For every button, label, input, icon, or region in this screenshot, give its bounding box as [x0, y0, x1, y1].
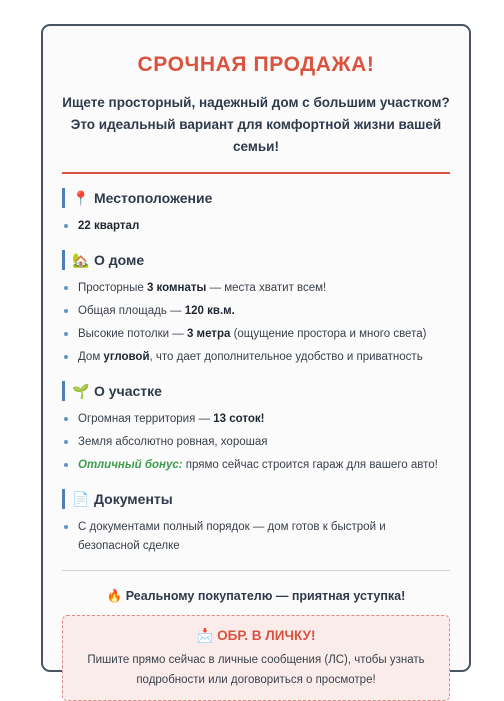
section-location — [62, 188, 450, 236]
seedling-icon: 🌱 — [72, 382, 90, 399]
discount-note — [62, 587, 450, 605]
section-title: Документы — [94, 491, 173, 507]
contact-title: 📩 ОБР. В ЛИЧКУ! — [196, 628, 316, 643]
section-title: Местоположение — [94, 190, 213, 206]
subtitle: Ищете просторный, надежный дом с большим участком? Это идеальный вариант для комфортной жизни вашей семьи! — [62, 95, 450, 154]
plot-list — [62, 410, 450, 475]
envelope-icon: 📩 — [196, 628, 214, 643]
list-item: Огромная территория — 13 соток! — [62, 410, 450, 429]
fire-icon: 🔥 — [106, 589, 123, 603]
title-divider — [62, 172, 450, 174]
house-icon: 🏡 — [72, 251, 90, 268]
contact-text: Пишите прямо сейчас в личные сообщения (ЛС), чтобы узнать подробности или договориться о просмотре! — [87, 654, 425, 686]
section-heading-house — [62, 250, 450, 270]
document-icon: 📄 — [72, 490, 90, 507]
house-list — [62, 279, 450, 367]
pin-icon: 📍 — [72, 189, 90, 206]
section-plot — [62, 381, 450, 475]
page-title: СРОЧНАЯ ПРОДАЖА! — [137, 53, 375, 76]
section-title: О участке — [94, 383, 162, 399]
section-heading-location — [62, 188, 450, 208]
list-item: Отличный бонус: прямо сейчас строится гараж для вашего авто! — [62, 456, 450, 475]
list-item: Дом угловой, что дает дополнительное удобство и приватность — [62, 348, 450, 367]
section-documents — [62, 489, 450, 556]
list-item: Земля абсолютно ровная, хорошая — [62, 433, 450, 452]
list-item: Просторные 3 комнаты — места хватит всем! — [62, 279, 450, 298]
documents-list — [62, 518, 450, 556]
section-heading-plot — [62, 381, 450, 401]
list-item: Высокие потолки — 3 метра (ощущение простора и много света) — [62, 325, 450, 344]
contact-box — [62, 615, 450, 701]
listing-card — [41, 24, 471, 686]
discount-text: Реальному покупателю — приятная уступка! — [125, 589, 406, 603]
section-house — [62, 250, 450, 367]
section-title: О доме — [94, 252, 145, 268]
list-item: 22 квартал — [62, 217, 450, 236]
section-heading-documents — [62, 489, 450, 509]
list-item: С документами полный порядок — дом готов к быстрой и безопасной сделке — [62, 518, 450, 556]
footer-divider — [62, 570, 450, 571]
bonus-label: Отличный бонус: — [78, 459, 183, 471]
location-list — [62, 217, 450, 236]
list-item: Общая площадь — 120 кв.м. — [62, 302, 450, 321]
